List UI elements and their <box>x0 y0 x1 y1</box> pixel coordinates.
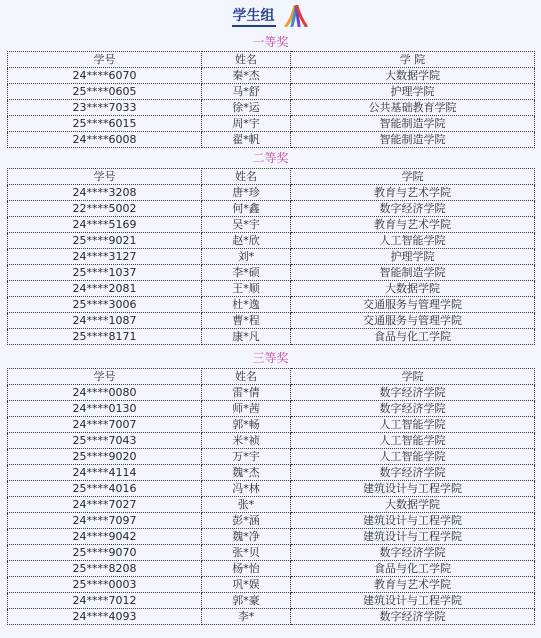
table-row <box>8 417 535 433</box>
college-cell: 数字经济学院 <box>291 465 535 481</box>
college-cell: 数字经济学院 <box>291 385 535 401</box>
student-name-cell: 米*祯 <box>202 433 291 449</box>
student-name-cell: 杜*逸 <box>202 297 291 313</box>
table-header-row <box>8 369 535 385</box>
student-id-cell: 25****1037 <box>8 265 202 281</box>
student-name-cell: 王*顺 <box>202 281 291 297</box>
table-row <box>8 433 535 449</box>
college-cell: 智能制造学院 <box>291 116 535 132</box>
college-cell: 数字经济学院 <box>291 545 535 561</box>
student-name-cell: 何*鑫 <box>202 201 291 217</box>
student-name-cell: 万*宇 <box>202 449 291 465</box>
third-prize-table <box>7 368 535 625</box>
table-row <box>8 217 535 233</box>
college-cell: 大数据学院 <box>291 497 535 513</box>
third-prize-title: 三等奖 <box>252 351 289 365</box>
second-prize-table <box>7 168 535 345</box>
college-cell: 大数据学院 <box>291 281 535 297</box>
student-id-cell: 22****5002 <box>8 201 202 217</box>
student-id-header: 学号 <box>8 369 202 385</box>
student-name-cell: 张* <box>202 497 291 513</box>
college-cell: 护理学院 <box>291 84 535 100</box>
table-row <box>8 201 535 217</box>
student-id-cell: 25****9020 <box>8 449 202 465</box>
table-row <box>8 401 535 417</box>
student-name-cell: 康*凡 <box>202 329 291 345</box>
student-name-cell: 郭*豪 <box>202 593 291 609</box>
college-cell: 食品与化工学院 <box>291 329 535 345</box>
student-name-cell: 冯*林 <box>202 481 291 497</box>
table-row <box>8 185 535 201</box>
student-id-cell: 23****7033 <box>8 100 202 116</box>
student-name-cell: 唐*珍 <box>202 185 291 201</box>
student-name-cell: 杨*怡 <box>202 561 291 577</box>
student-id-cell: 25****4016 <box>8 481 202 497</box>
first-prize-title: 一等奖 <box>252 35 289 49</box>
table-row <box>8 313 535 329</box>
college-cell: 人工智能学院 <box>291 233 535 249</box>
college-cell: 建筑设计与工程学院 <box>291 481 535 497</box>
college-cell: 食品与化工学院 <box>291 561 535 577</box>
table-row <box>8 249 535 265</box>
table-row <box>8 513 535 529</box>
student-id-cell: 25****0605 <box>8 84 202 100</box>
college-cell: 教育与艺术学院 <box>291 185 535 201</box>
table-row <box>8 609 535 625</box>
table-row <box>8 233 535 249</box>
student-id-cell: 25****6015 <box>8 116 202 132</box>
student-name-cell: 李*硕 <box>202 265 291 281</box>
student-name-cell: 刘* <box>202 249 291 265</box>
student-name-cell: 徐*运 <box>202 100 291 116</box>
college-cell: 智能制造学院 <box>291 265 535 281</box>
table-row <box>8 265 535 281</box>
student-name-cell: 周*宇 <box>202 116 291 132</box>
table-row <box>8 529 535 545</box>
college-header: 学院 <box>291 369 535 385</box>
student-id-cell: 24****7097 <box>8 513 202 529</box>
ribbon-logo-icon <box>282 5 310 27</box>
student-name-cell: 张*贝 <box>202 545 291 561</box>
college-cell: 数字经济学院 <box>291 609 535 625</box>
college-cell: 教育与艺术学院 <box>291 217 535 233</box>
page-title: 学生组 <box>232 8 276 27</box>
college-cell: 智能制造学院 <box>291 132 535 148</box>
college-cell: 建筑设计与工程学院 <box>291 593 535 609</box>
name-header: 姓名 <box>202 169 291 185</box>
table-row <box>8 577 535 593</box>
title-group <box>232 5 310 27</box>
student-id-cell: 25****0003 <box>8 577 202 593</box>
student-name-cell: 赵*欣 <box>202 233 291 249</box>
student-name-cell: 曹*程 <box>202 313 291 329</box>
table-row <box>8 385 535 401</box>
student-name-cell: 马*舒 <box>202 84 291 100</box>
college-cell: 建筑设计与工程学院 <box>291 513 535 529</box>
header <box>0 0 541 32</box>
student-id-cell: 24****7007 <box>8 417 202 433</box>
table-row <box>8 100 535 116</box>
table-row <box>8 497 535 513</box>
name-header: 姓名 <box>202 52 291 68</box>
student-id-cell: 24****6008 <box>8 132 202 148</box>
table-row <box>8 68 535 84</box>
table-row <box>8 116 535 132</box>
college-cell: 教育与艺术学院 <box>291 577 535 593</box>
college-cell: 建筑设计与工程学院 <box>291 529 535 545</box>
college-cell: 护理学院 <box>291 249 535 265</box>
student-id-cell: 24****1087 <box>8 313 202 329</box>
student-name-cell: 师*茜 <box>202 401 291 417</box>
student-name-cell: 巩*娱 <box>202 577 291 593</box>
student-id-cell: 24****4114 <box>8 465 202 481</box>
table-row <box>8 593 535 609</box>
college-cell: 人工智能学院 <box>291 449 535 465</box>
student-id-cell: 25****3006 <box>8 297 202 313</box>
table-row <box>8 329 535 345</box>
college-cell: 交通服务与管理学院 <box>291 297 535 313</box>
student-id-cell: 24****9042 <box>8 529 202 545</box>
student-id-cell: 24****0130 <box>8 401 202 417</box>
college-cell: 交通服务与管理学院 <box>291 313 535 329</box>
table-row <box>8 449 535 465</box>
student-id-cell: 25****9070 <box>8 545 202 561</box>
student-id-cell: 24****3208 <box>8 185 202 201</box>
student-id-cell: 24****2081 <box>8 281 202 297</box>
table-row <box>8 297 535 313</box>
student-id-cell: 24****4093 <box>8 609 202 625</box>
college-header: 学 院 <box>291 52 535 68</box>
student-name-cell: 翟*帆 <box>202 132 291 148</box>
college-cell: 人工智能学院 <box>291 417 535 433</box>
student-id-cell: 24****7012 <box>8 593 202 609</box>
table-row <box>8 481 535 497</box>
table-row <box>8 545 535 561</box>
college-cell: 人工智能学院 <box>291 433 535 449</box>
student-name-cell: 郭*畅 <box>202 417 291 433</box>
student-name-cell: 吴*宇 <box>202 217 291 233</box>
table-row <box>8 465 535 481</box>
student-id-cell: 24****0080 <box>8 385 202 401</box>
student-id-cell: 24****7027 <box>8 497 202 513</box>
student-id-cell: 25****7043 <box>8 433 202 449</box>
student-id-cell: 24****5169 <box>8 217 202 233</box>
student-name-cell: 李* <box>202 609 291 625</box>
student-id-cell: 25****9021 <box>8 233 202 249</box>
table-header-row <box>8 169 535 185</box>
student-name-cell: 雷*倩 <box>202 385 291 401</box>
student-name-cell: 魏*杰 <box>202 465 291 481</box>
student-id-header: 学号 <box>8 52 202 68</box>
student-name-cell: 彭*涵 <box>202 513 291 529</box>
table-row <box>8 132 535 148</box>
college-cell: 数字经济学院 <box>291 201 535 217</box>
table-header-row <box>8 52 535 68</box>
college-cell: 大数据学院 <box>291 68 535 84</box>
student-id-cell: 24****6070 <box>8 68 202 84</box>
table-row <box>8 561 535 577</box>
first-prize-table <box>7 51 535 148</box>
table-row <box>8 281 535 297</box>
college-cell: 公共基础教育学院 <box>291 100 535 116</box>
student-id-cell: 24****3127 <box>8 249 202 265</box>
student-id-header: 学号 <box>8 169 202 185</box>
college-cell: 数字经济学院 <box>291 401 535 417</box>
student-name-cell: 魏*净 <box>202 529 291 545</box>
student-id-cell: 25****8171 <box>8 329 202 345</box>
student-id-cell: 25****8208 <box>8 561 202 577</box>
student-name-cell: 秦*杰 <box>202 68 291 84</box>
table-row <box>8 84 535 100</box>
second-prize-title: 二等奖 <box>252 151 289 165</box>
college-header: 学院 <box>291 169 535 185</box>
name-header: 姓名 <box>202 369 291 385</box>
